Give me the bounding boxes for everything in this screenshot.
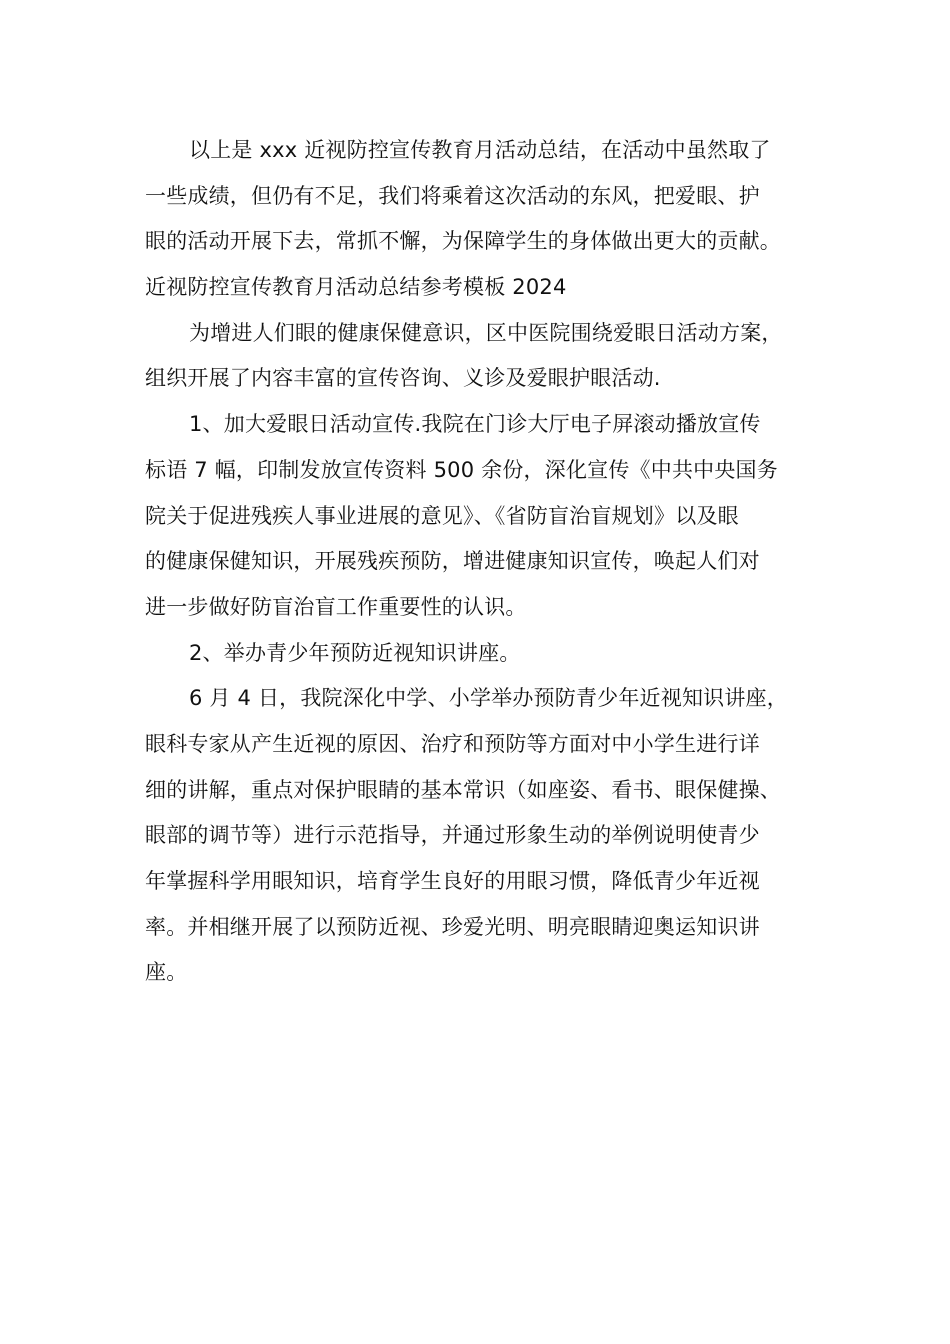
paragraph-5-line-3: 细的讲解，重点对保护眼睛的基本常识（如座姿、看书、眼保健操、 xyxy=(145,777,781,802)
paragraph-5-line-6: 率。并相继开展了以预防近视、珍爱光明、明亮眼睛迎奥运知识讲 xyxy=(145,914,760,939)
paragraph-1-line-3: 眼的活动开展下去，常抓不懈，为保障学生的身体做出更大的贡献。 xyxy=(145,229,781,254)
paragraph-5-line-2: 眼科专家从产生近视的原因、治疗和预防等方面对中小学生进行详 xyxy=(145,731,760,756)
paragraph-1-line-1: 以上是 xxx 近视防控宣传教育月活动总结，在活动中虽然取了 xyxy=(189,138,771,162)
paragraph-5-line-1: 6 月 4 日，我院深化中学、小学举办预防青少年近视知识讲座， xyxy=(189,686,788,711)
paragraph-1-line-2: 一些成绩，但仍有不足，我们将乘着这次活动的东风，把爱眼、护 xyxy=(145,183,760,208)
paragraph-3-line-1: 1、加大爱眼日活动宣传.我院在门诊大厅电子屏滚动播放宣传 xyxy=(189,412,761,437)
paragraph-2-line-1: 为增进人们眼的健康保健意识，区中医院围绕爱眼日活动方案， xyxy=(189,320,783,345)
paragraph-3-line-4: 的健康保健知识，开展残疾预防，增进健康知识宣传，唤起人们对 xyxy=(145,549,760,574)
section-heading: 近视防控宣传教育月活动总结参考模板 2024 xyxy=(145,275,567,300)
paragraph-3-line-5: 进一步做好防盲治盲工作重要性的认识。 xyxy=(145,594,527,619)
paragraph-3-line-2: 标语 7 幅，印制发放宣传资料 500 余份，深化宣传《中共中央国务 xyxy=(145,457,778,482)
paragraph-5-line-7: 座。 xyxy=(145,960,188,985)
paragraph-5-line-4: 眼部的调节等）进行示范指导，并通过形象生动的举例说明使青少 xyxy=(145,823,760,848)
paragraph-2-line-2: 组织开展了内容丰富的宣传咨询、义诊及爱眼护眼活动. xyxy=(145,366,661,391)
document-body xyxy=(145,128,825,996)
paragraph-3-line-3: 院关于促进残疾人事业进展的意见》、《省防盲治盲规划》以及眼 xyxy=(145,503,739,528)
paragraph-5-line-5: 年掌握科学用眼知识，培育学生良好的用眼习惯，降低青少年近视 xyxy=(145,869,760,893)
paragraph-4-line-1: 2、举办青少年预防近视知识讲座。 xyxy=(189,640,521,665)
